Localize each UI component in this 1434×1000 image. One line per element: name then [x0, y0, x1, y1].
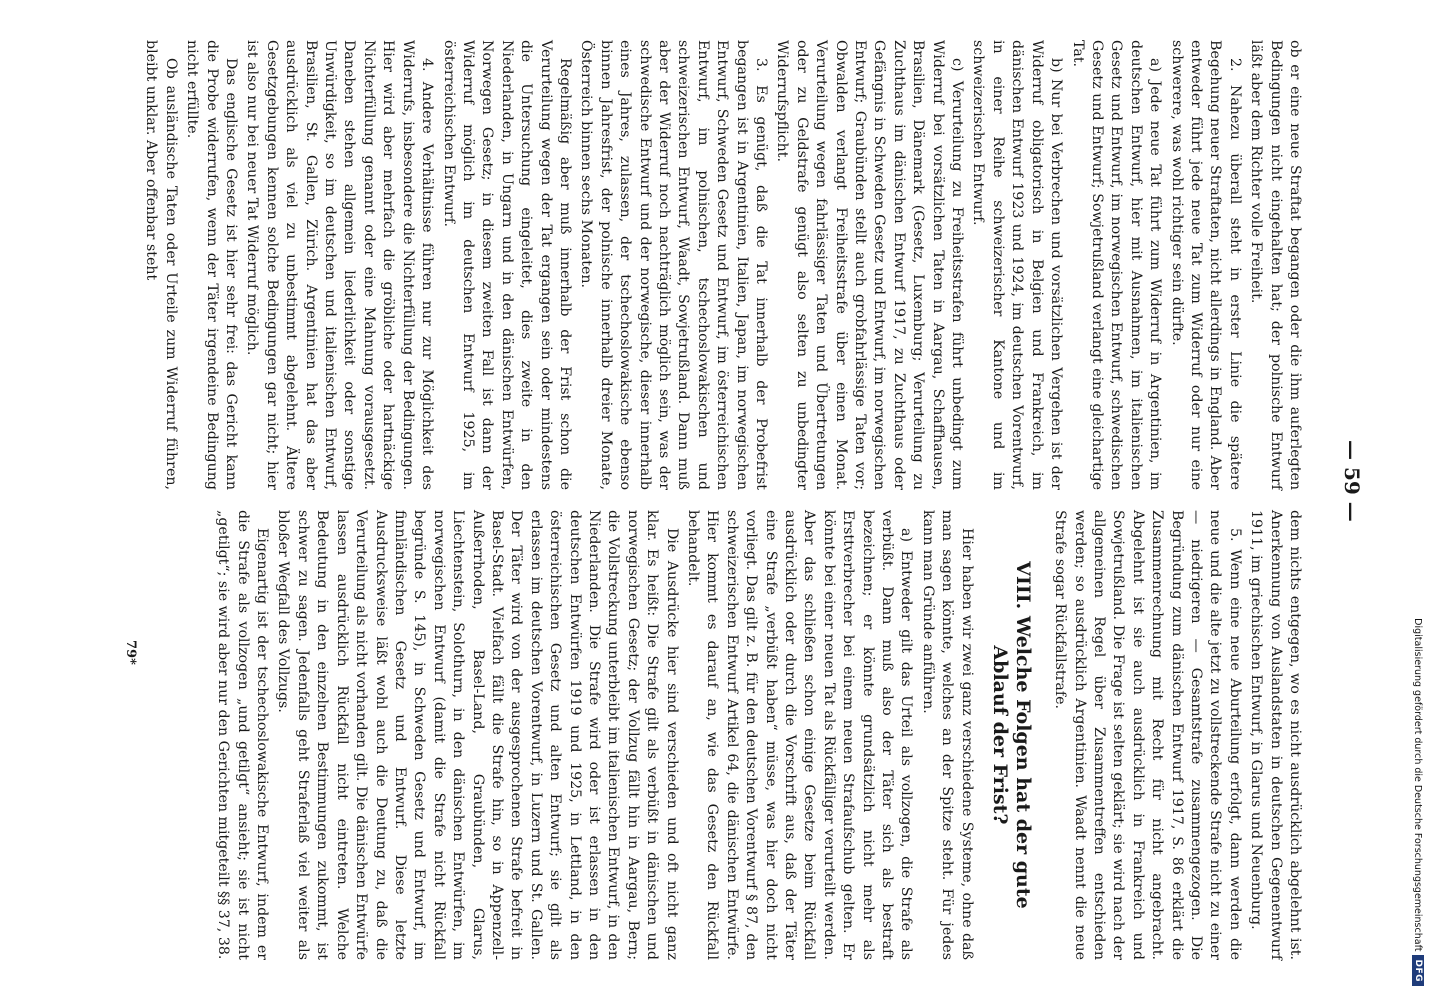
paragraph: Hier haben wir zwei ganz verschiedene Systeme, ohne daß man sagen könnte, welches an der Spitze steht. Für jedes kann man Gründe anführen.: [919, 510, 975, 960]
paragraph: Regelmäßig aber muß innerhalb der Frist schon die Verurteilung wegen der Tat ergangen sein oder mindestens die Untersuchung eingeleitet, dies zweite in den Niederlanden, in Ungarn und in den dänischen Entwürfen, Norwegen Gesetz; in diesem zweiten Fall ist dann der Widerruf möglich im deutschen Entwurf 1925, im österreichischen Entwurf.: [440, 40, 573, 490]
paragraph: ob er eine neue Straftat begangen oder die ihm auferlegten Bedingungen nicht eingehalten hat; der polnische Entwurf läßt aber dem Richter volle Freiheit.: [1248, 40, 1303, 490]
paragraph: 2. Nahezu überall steht in erster Linie die spätere Begehung neuer Straftaten, nicht allerdings in England. Aber entweder führt jede neue Tat zum Widerruf oder nur eine schwerere, was wohl richtiger sein dürfte.: [1168, 40, 1243, 490]
paragraph: Die Ausdrücke hier sind verschieden und oft nicht ganz klar. Es heißt: Die Strafe gilt als verbüßt in dänischen und norwegischen Gesetz; der Vollzug fällt hin in Aargau, Bern; die Vollstreckung unterbleibt im italienischen Entwurf, in den Niederlanden. Die Strafe wird oder ist erlassen in den deutschen Entwürfen 1919 und 1925, in Lettland, in den österreichischen Gesetz und alten Entwurf; sie gilt als erlassen im deutschen Vorentwurf, in Luzern und St. Gallen. Der Täter wird von der ausgesprochenen Strafe befreit in Basel-Stadt. Vielfach fällt die Strafe hin, so in Appenzell-Außerrhoden, Basel-Land, Graubünden, Glarus, Liechtenstein, Solothurn, in den dänischen Entwürfen, im norwegischen Entwurf (damit die Strafe nicht Rückfall begründe S. 145), in Schweden Gesetz und Entwurf, im finnländischen Gesetz und Entwurf. Diese letzte Ausdrucksweise läßt wohl auch die Deutung zu, daß die Verurteilung als nicht vorhanden gilt. Die dänischen Entwürfe lassen ausdrücklich Rückfall nicht eintreten. Welche Bedeutung in den einzelnen Bestimmungen zukommt, ist schwer zu sagen. Jedenfalls geht Straferlaß viel weiter als bloßer Wegfall des Vollzugs.: [275, 510, 680, 960]
paragraph: Das englische Gesetz ist hier sehr frei: das Gericht kann die Probe widerrufen, wenn der Täter irgendeine Bedingung nicht erfüllte.: [184, 40, 240, 490]
paragraph: 4. Andere Verhältnisse führen nur zur Möglichkeit des Widerrufs, insbesondere die Nichterfüllung der Bedingungen. Hier wird aber mehrfach die gröbliche oder hartnäckige Nichterfüllung genannt oder eine Mahnung vorausgesetzt. Daneben stehen allgemein liederlichkeit oder sonstige Unwürdigkeit, so im deutschen und italienischen Entwurf, Brasilien, St. Gallen, Zürich. Argentinien hat das aber ausdrücklich als viel zu unbestimmt abgelehnt. Ältere Gesetzgebungen kennen solche Bedingungen gar nicht; hier ist also nur bei neuer Tat Widerruf möglich.: [244, 40, 436, 490]
right-column: [211, 510, 1304, 960]
paragraph: Eigenartig ist der tschechoslowakische Entwurf, indem er die Strafe als vollzogen „und getilgt“ ansieht; sie ist nicht „getilgt“; sie wird aber nur den Gerichten mitgeteilt §§ 37, 38.: [215, 510, 271, 960]
dash-right: —: [1340, 501, 1364, 522]
paragraph: a) Entweder gilt das Urteil als vollzogen, die Strafe als verbüßt. Dann muß also der Täter sich als bestraft bezeichnen; er könnte grundsätzlich nicht mehr als Ersttverbrecher bei einem neuen Strafaufschub gelten. Er könnte bei einer neuen Tat als Rückfälliger verurteilt werden. Aber das schließen schon einige Gesetze beim Rückfall ausdrücklich oder durch die Vorschrift aus, daß der Täter eine Strafe „verbüßt haben“ müsse, was hier doch nicht vorliegt. Das gilt z. B. für den deutschen Vorentwurf § 87, den schweizerischen Entwurf Artikel 64, die dänischen Entwürfe. Hier kommt es darauf an, wie das Gesetz den Rückfall behandelt.: [685, 510, 915, 960]
dfg-logo: DFG: [1412, 955, 1424, 986]
paragraph: b) Nur bei Verbrechen und vorsätzlichen Vergehen ist der Widerruf obligatorisch in Belgien und Frankreich, im dänischen Entwurf 1923 und 1924, im deutschen Vorentwurf, in einer Reihe schweizerischer Kantone und im schweizerischen Entwurf.: [970, 40, 1065, 490]
signature-mark: 79*: [123, 640, 138, 665]
page-header: [1340, 40, 1364, 970]
paragraph: a) Jede neue Tat führt zum Widerruf in Argentinien, im deutschen Entwurf, hier mit Ausnahmen, im italienischen Gesetz und Entwurf, im norwegischen Entwurf, schwedischen Gesetz und Entwurf; Sowjetrußland verlangt eine gleichartige Tat.: [1069, 40, 1164, 490]
paragraph: 3. Es genügt, daß die Tat innerhalb der Probefrist begangen ist in Argentinien, Italien, Japan, im norwegischen Entwurf, Schweden Gesetz und Entwurf, im österreichischen Entwurf, im polnischen, tschechoslowakischen und schweizerischen Entwurf, Waadt, Sowjetrußland. Dann muß aber der Widerruf noch nachträglich möglich sein, was der schwedische Entwurf und der norwegische, dieser innerhalb eines Jahres, zulassen, der tschechoslowakische ebenso binnen Jahresfrist, der polnische innerhalb dreier Monate, Österreich binnen sechs Monaten.: [578, 40, 770, 490]
digitization-credit: [1406, 6, 1430, 986]
paragraph: 5. Wenn eine neue Aburteilung erfolgt, dann werden die neue und die alte jetzt zu vollstreckende Strafe nicht zu einer — niedrigeren — Gesamtstrafe zusammengezogen. Die Begründung zum dänischen Entwurf 1917, S. 86 erklärt die Zusammenrechnung mit Recht für nicht angebracht. Abgelehnt ist sie auch ausdrücklich in Frankreich und Sowjetrußland. Die Frage ist selten geklärt; sie wird nach der allgemeinen Regel über Zusammentreffen entschieden werden; so ausdrücklich Argentinien. Waadt nennt die neue Strafe sogar Rückfallstrafe.: [1052, 510, 1243, 960]
dash-left: —: [1340, 440, 1364, 460]
paragraph: c) Verurteilung zu Freiheitsstrafen führt unbedingt zum Widerruf bei vorsätzlichen Taten in Aargau, Schaffhausen, Brasilien, Dänemark (Gesetz, Luxemburg; Verurteilung zu Zuchthaus im dänischen Entwurf 1917, zu Zuchthaus oder Gefängnis in Schweden Gesetz und Entwurf, im norwegischen Entwurf; Graubünden stellt auch grobfahrlässige Taten vor; Obwalden verlangt Freiheitsstrafe über einen Monat. Verurteilung wegen fahrlässiger Taten und Übertretungen oder zu Geldstrafe genügt also selten zu unbedingter Widerrufspflicht.: [774, 40, 966, 490]
section-heading: VIII. Welche Folgen hat der gute Ablauf der Frist?: [988, 561, 1034, 909]
left-column: [139, 40, 1304, 490]
credit-text: Digitalisierung gefördert durch die Deutsche Forschungsgemeinschaft: [1412, 618, 1424, 952]
paragraph: dem nichts entgegen, wo es nicht ausdrücklich abgelehnt ist. Anerkennung von Auslandstaten in deutschen Gegenentwurf 1911, im griechischen Entwurf, in Glarus und Neuenburg.: [1248, 510, 1303, 960]
paragraph: Ob ausländische Taten oder Urteile zum Widerruf führen, bleibt unklar. Aber offenbar steht: [143, 40, 179, 490]
page-number: 59: [1340, 466, 1364, 495]
